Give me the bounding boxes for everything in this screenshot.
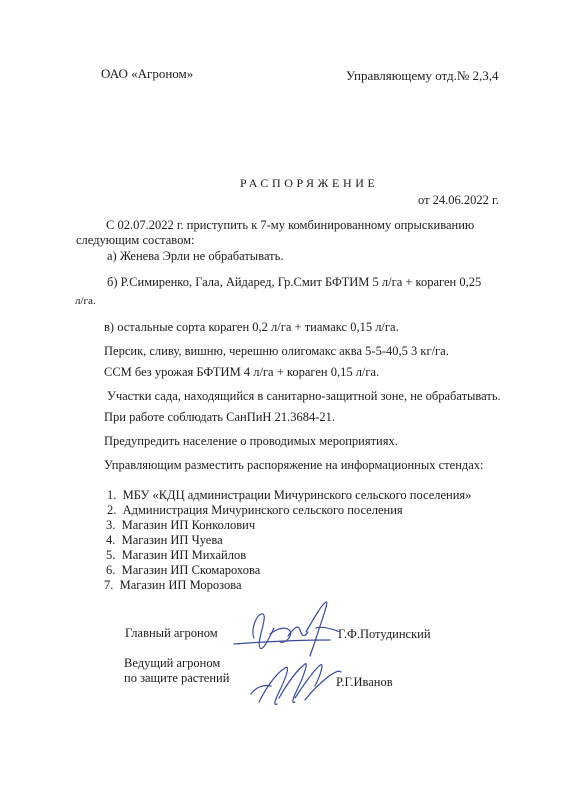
lead-agronomist-title-line-2: по защите растений xyxy=(124,671,230,685)
paragraph-ssm: ССМ без урожая БФТИМ 4 л/га + кораген 0,15 л/га. xyxy=(104,365,380,379)
list-item-number: 1. xyxy=(107,488,117,502)
list-item-text: Администрация Мичуринского сельского поселения xyxy=(122,503,403,517)
list-item-text: Магазин ИП Конколович xyxy=(121,518,256,532)
item-a: а) Женева Эрли не обрабатывать. xyxy=(107,249,284,263)
item-b-line-2: л/га. xyxy=(75,295,96,307)
addressee: Управляющему отд.№ 2,3,4 xyxy=(346,68,499,83)
list-item-text: Магазин ИП Чуева xyxy=(121,533,223,547)
item-v: в) остальные сорта кораген 0,2 л/га + тиамакс 0,15 л/га. xyxy=(104,320,399,334)
paragraph-sanpin: При работе соблюдать СанПиН 21.3684-21. xyxy=(104,410,335,424)
intro-line-2: следующим составом: xyxy=(76,233,195,247)
list-item-text: Магазин ИП Морозова xyxy=(119,578,242,592)
list-item xyxy=(104,578,242,593)
chief-agronomist-name: Г.Ф.Потудинский xyxy=(338,627,431,641)
lead-agronomist-title-line-1: Ведущий агроном xyxy=(124,656,221,670)
list-item-number: 5. xyxy=(106,548,116,562)
list-item xyxy=(106,563,260,578)
list-item-number: 3. xyxy=(106,518,116,532)
list-item-number: 4. xyxy=(106,533,116,547)
intro-line-1: С 02.07.2022 г. приступить к 7-му комбинированному опрыскиванию xyxy=(106,218,475,232)
paragraph-peach: Персик, сливу, вишню, черешню олигомакс аква 5-5-40,5 3 кг/га. xyxy=(104,344,449,358)
item-b-line-1: б) Р.Симиренко, Гала, Айдаред, Гр.Смит БФТИМ 5 л/га + кораген 0,25 xyxy=(107,275,482,289)
paragraph-sanitary-zone: Участки сада, находящийся в санитарно-защитной зоне, не обрабатывать. xyxy=(107,389,501,403)
lead-signature-image xyxy=(245,650,345,712)
chief-agronomist-title: Главный агроном xyxy=(125,626,218,640)
list-item xyxy=(106,518,255,533)
lead-agronomist-name: Р.Г.Иванов xyxy=(336,675,393,689)
list-item xyxy=(107,488,471,503)
list-item xyxy=(107,503,403,518)
paragraph-warning: Предупредить население о проводимых мероприятиях. xyxy=(104,434,398,448)
list-item-text: Магазин ИП Скомарохова xyxy=(121,563,261,577)
list-item xyxy=(106,548,246,563)
organization-name: ОАО «Агроном» xyxy=(101,66,194,81)
document-title: РАСПОРЯЖЕНИЕ xyxy=(240,176,379,190)
list-item-text: МБУ «КДЦ администрации Мичуринского сельского поселения» xyxy=(122,488,472,502)
list-item-number: 2. xyxy=(107,503,117,517)
list-item-number: 6. xyxy=(106,563,116,577)
list-item xyxy=(106,533,223,548)
document-date: от 24.06.2022 г. xyxy=(418,193,499,207)
paragraph-managers: Управляющим разместить распоряжение на информационных стендах: xyxy=(104,458,484,472)
list-item-number: 7. xyxy=(104,578,114,592)
list-item-text: Магазин ИП Михайлов xyxy=(121,548,247,562)
